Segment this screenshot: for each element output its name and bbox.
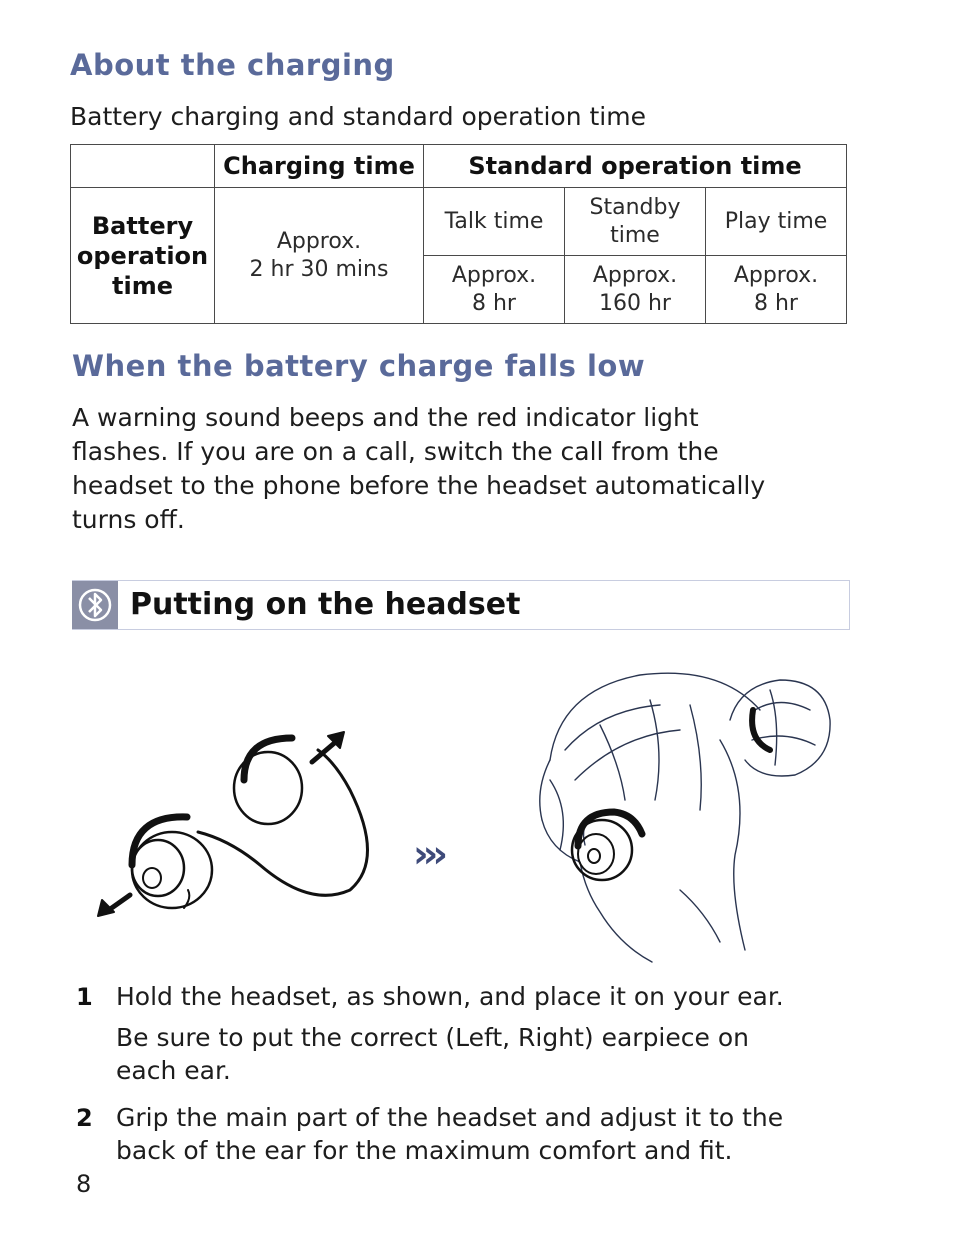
putting-on-section-bar (72, 580, 850, 630)
step-1-number: 1 (76, 983, 93, 1011)
step-2-line2: back of the ear for the maximum comfort and fit. (116, 1136, 733, 1165)
play-value-line2: 8 hr (754, 290, 798, 316)
talk-time-label: Talk time (424, 188, 565, 256)
low-battery-line2: flashes. If you are on a call, switch the call from the (72, 437, 719, 466)
charging-time-header: Charging time (215, 145, 424, 188)
battery-table (70, 144, 847, 324)
neckband (198, 750, 368, 895)
hair-tie (752, 710, 770, 750)
transition-arrow-icon: ››› (413, 832, 442, 876)
putting-on-title: Putting on the headset (130, 587, 521, 622)
low-battery-heading: When the battery charge falls low (72, 349, 646, 383)
charging-value-line1: Approx. (276, 228, 362, 254)
charging-time-value (215, 188, 424, 324)
standby-value-line1: Approx. (592, 262, 678, 288)
play-value-line1: Approx. (733, 262, 819, 288)
left-earpiece (132, 817, 212, 908)
step-1-line3: each ear. (116, 1056, 231, 1085)
talk-time-value (424, 256, 565, 324)
step-1-line2: Be sure to put the correct (Left, Right) earpiece on (116, 1023, 749, 1052)
step-2-line1: Grip the main part of the headset and adjust it to the (116, 1103, 784, 1132)
step-2-text (116, 1101, 856, 1167)
low-battery-line1: A warning sound beeps and the red indicator light (72, 403, 699, 432)
talk-value-line2: 8 hr (472, 290, 516, 316)
standby-value-line2: 160 hr (599, 290, 671, 316)
charging-value-line2: 2 hr 30 mins (249, 256, 389, 282)
standard-operation-header: Standard operation time (424, 145, 847, 188)
page-number: 8 (76, 1170, 92, 1198)
bluetooth-icon (72, 581, 118, 629)
charging-heading: About the charging (70, 48, 395, 82)
charging-subtitle: Battery charging and standard operation time (70, 102, 646, 131)
play-time-value (706, 256, 847, 324)
row-header-label: Battery operation time (76, 211, 209, 300)
low-battery-line3: headset to the phone before the headset automatically (72, 471, 766, 500)
step-2-number: 2 (76, 1104, 93, 1132)
right-earpiece (234, 738, 302, 824)
step-1-line1: Hold the headset, as shown, and place it on your ear. (116, 982, 784, 1011)
step-1-text (116, 980, 856, 1087)
standby-time-value (565, 256, 706, 324)
play-time-label: Play time (706, 188, 847, 256)
headset-illustration (80, 650, 860, 970)
low-battery-body (72, 401, 765, 537)
low-battery-line4: turns off. (72, 505, 185, 534)
table-corner-cell (71, 145, 215, 188)
battery-operation-row-header (71, 188, 215, 324)
talk-value-line1: Approx. (451, 262, 537, 288)
worn-earpiece (572, 812, 642, 880)
head-outline (540, 673, 830, 962)
standby-time-label: Standby time (565, 188, 706, 256)
